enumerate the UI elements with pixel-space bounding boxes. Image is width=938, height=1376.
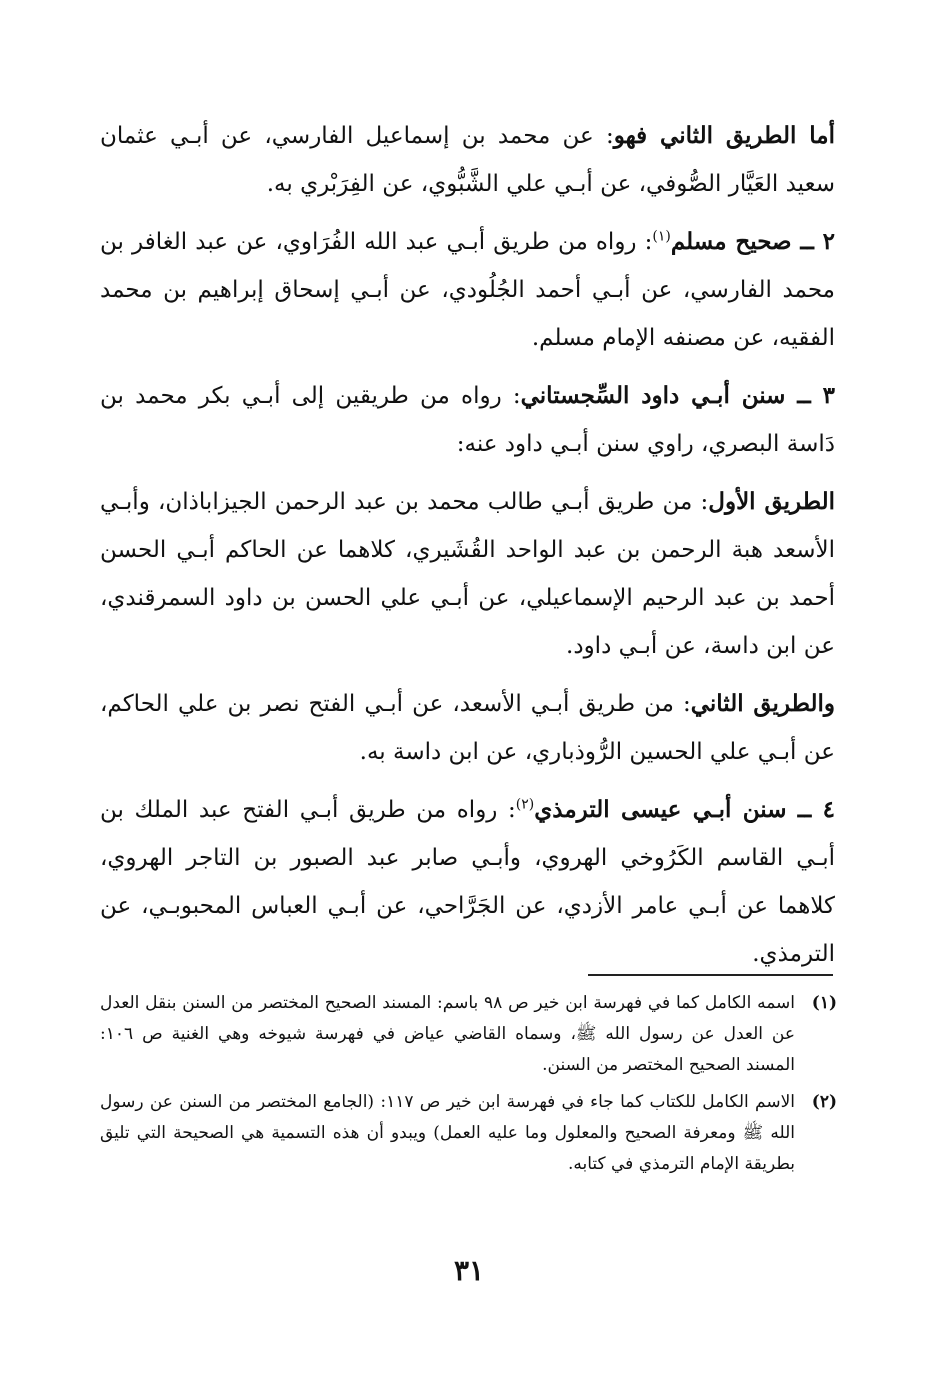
paragraph-tariq-thani — [100, 680, 835, 776]
paragraph-body: : رواه من طريقين إلى أبـي بكر محمد بن دَاسة البصري، راوي سنن أبـي داود عنه: — [100, 383, 835, 457]
paragraph-sunan-abi-dawud — [100, 372, 835, 468]
paragraph-sahih-muslim — [100, 218, 835, 362]
footnote-item — [100, 988, 837, 1081]
paragraph-lead: ٢ ــ صحيح مسلم — [670, 228, 836, 255]
footnote-divider — [588, 974, 833, 976]
footnote-item — [100, 1087, 837, 1180]
paragraph-body: : عن محمد بن إسماعيل الفارسي، عن أبـي عثمان سعيد العَيَّار الصُّوفي، عن أبـي علي الشَّبُّوي، عن الفِرَبْري به. — [100, 123, 835, 197]
page-number: ٣١ — [453, 1254, 485, 1287]
paragraph-body: : رواه من طريق أبـي عبد الله الفُرَاوي، عن عبد الغافر بن محمد الفارسي، عن أبـي أحمد الجُلُودي، عن أبـي إسحاق إبراهيم بن محمد الفقيه، عن مصنفه الإمام مسلم. — [100, 229, 835, 351]
footnote-ref[interactable]: (١) — [652, 228, 671, 245]
footnote-ref[interactable]: (٢) — [515, 796, 535, 813]
paragraph-sunan-tirmidhi — [100, 786, 835, 978]
main-text — [100, 112, 835, 988]
paragraph-lead: والطريق الثاني — [690, 690, 835, 717]
paragraph-tariq-awwal — [100, 478, 835, 670]
footnote-text: الاسم الكامل للكتاب كما جاء في فهرسة ابن خير ص ١١٧: (الجامع المختصر من السنن عن رسول الله ﷺ ومعرفة الصحيح والمعلول وما عليه العمل) ويبدو أن هذه التسمية هي الصحيحة التي تليق بطريقة الإمام الترمذي في كتابه. — [100, 1092, 795, 1174]
footnotes — [100, 988, 837, 1186]
paragraph-body: : من طريق أبـي الأسعد، عن أبـي الفتح نصر بن علي الحاكم، عن أبـي علي الحسين الرُّوذباري، عن ابن داسة به. — [100, 691, 835, 765]
footnote-text: اسمه الكامل كما في فهرسة ابن خير ص ٩٨ باسم: المسند الصحيح المختصر من السنن بنقل العدل عن العدل عن رسول الله ﷺ، وسماه القاضي عياض في فهرسة شيوخه وهي الغنية ص ١٠٦: المسند الصحيح المختصر من السنن. — [100, 993, 795, 1075]
paragraph-lead: ٣ ــ سنن أبـي داود السِّجستاني — [520, 382, 835, 409]
footnote-number: (١) — [811, 993, 837, 1013]
paragraph-body: : من طريق أبـي طالب محمد بن عبد الرحمن الجيزاباذان، وأبـي الأسعد هبة الرحمن بن عبد الواحد القُشَيري، كلاهما عن الحاكم أبـي الحسن أحمد بن عبد الرحيم الإسماعيلي، عن أبـي علي الحسن بن داود السمرقندي، عن ابن داسة، عن أبـي داود. — [100, 489, 835, 659]
paragraph-body: : رواه من طريق أبـي الفتح عبد الملك بن أبـي القاسم الكَرُوخي الهروي، وأبـي صابر عبد الصبور بن التاجر الهروي، كلاهما عن أبـي عامر الأزدي، عن الجَرَّاحي، عن أبـي العباس المحبوبـي، عن الترمذي. — [100, 797, 835, 967]
footnote-number: (٢) — [811, 1092, 837, 1112]
paragraph-lead: ٤ ــ سنن أبـي عيسى الترمذي — [534, 796, 835, 823]
paragraph-lead: الطريق الأول — [708, 488, 835, 515]
paragraph-tariq-thani-bukhari — [100, 112, 835, 208]
paragraph-lead: أما الطريق الثاني فهو — [613, 122, 835, 149]
